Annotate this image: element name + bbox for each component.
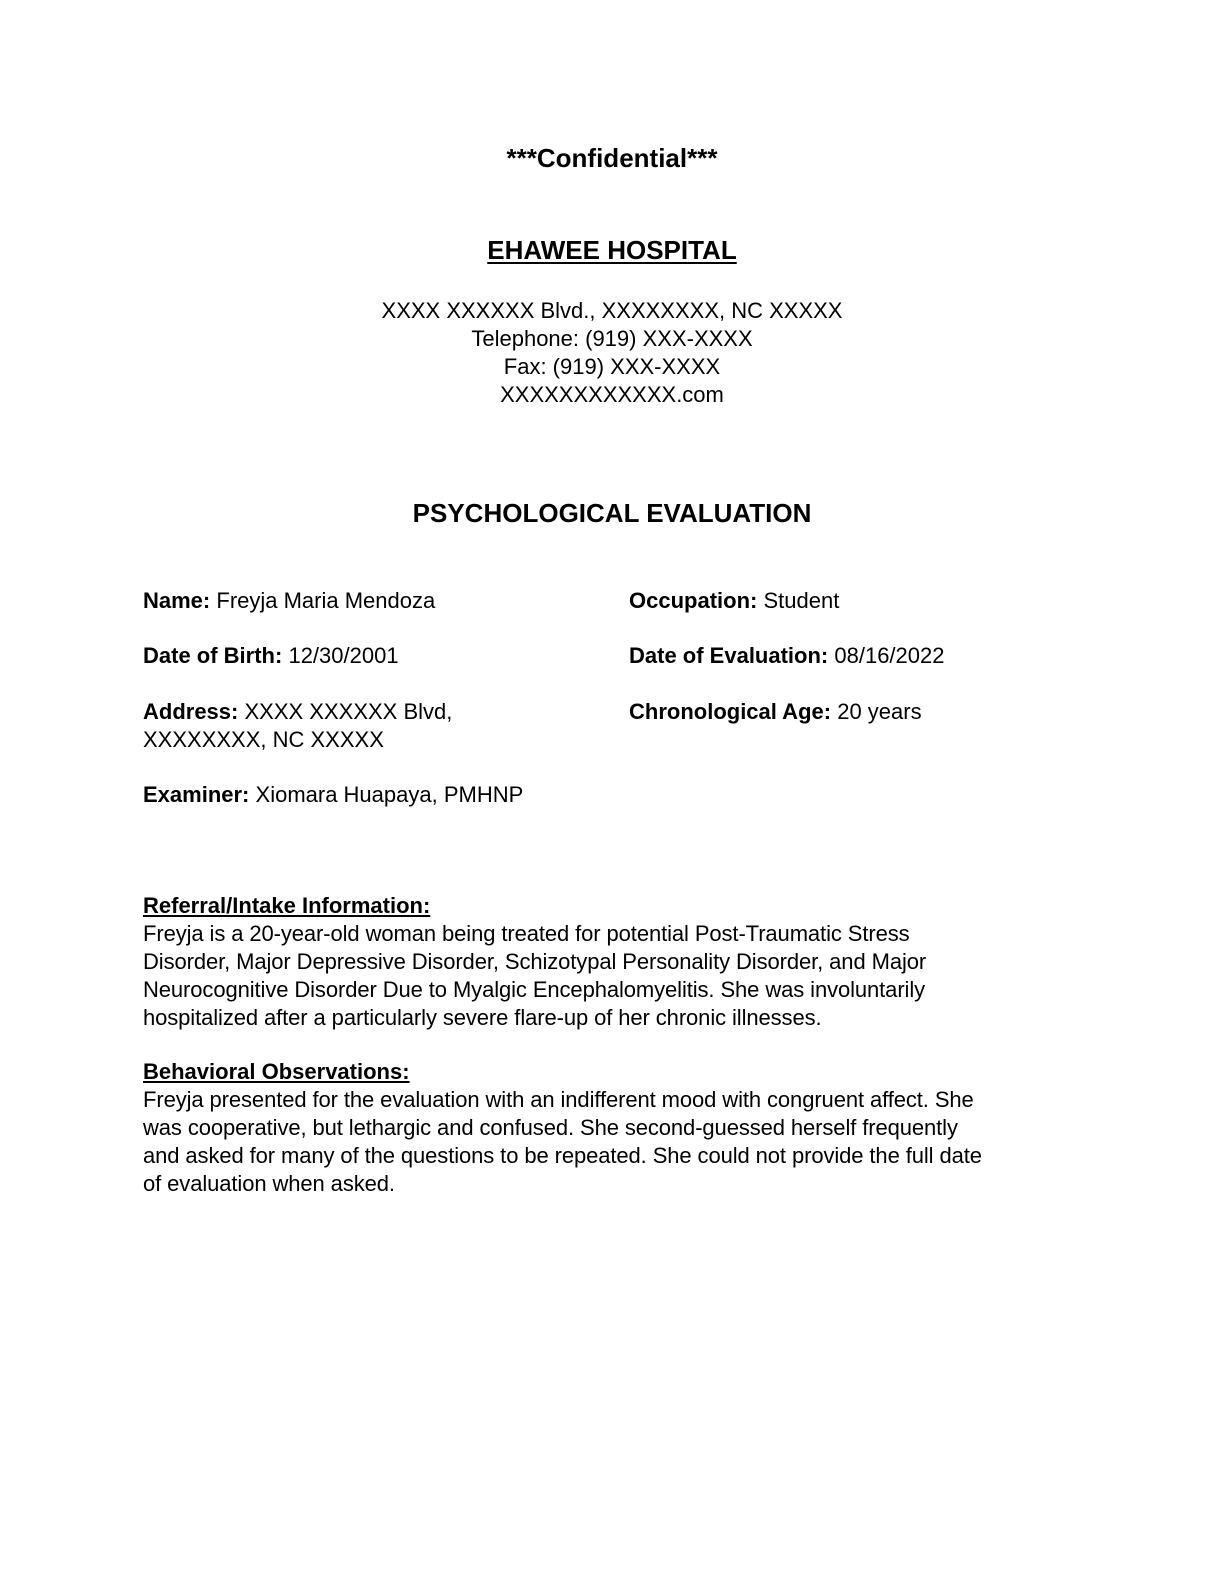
chronological-age-value: 20 years [837, 699, 922, 724]
referral-heading: Referral/Intake Information: [143, 893, 431, 918]
hospital-name: EHAWEE HOSPITAL [487, 235, 737, 265]
hospital-website: XXXXXXXXXXXX.com [500, 382, 724, 407]
date-of-evaluation-value: 08/16/2022 [834, 643, 945, 668]
behavioral-heading: Behavioral Observations: [143, 1059, 410, 1084]
referral-line: hospitalized after a particularly severe flare-up of her chronic illnesses. [143, 1005, 822, 1030]
date-of-birth-value: 12/30/2001 [288, 643, 399, 668]
patient-name-field [143, 587, 435, 615]
referral-line: Disorder, Major Depressive Disorder, Schizotypal Personality Disorder, and Major [143, 949, 927, 974]
chronological-age-label: Chronological Age: [629, 699, 832, 724]
occupation-label: Occupation: [629, 588, 758, 613]
occupation-field [629, 587, 839, 615]
patient-address-line1: XXXX XXXXXX Blvd, [244, 699, 453, 724]
patient-address-line2: XXXXXXXX, NC XXXXX [143, 727, 384, 752]
behavioral-line: Freyja presented for the evaluation with an indifferent mood with congruent affect. She [143, 1087, 974, 1112]
date-of-evaluation-field [629, 642, 944, 670]
date-of-birth-field [143, 642, 399, 670]
hospital-contact-block [0, 297, 1224, 409]
referral-body [143, 920, 1083, 1032]
behavioral-section [143, 1058, 1083, 1198]
patient-name-value: Freyja Maria Mendoza [216, 588, 436, 613]
examiner-field [143, 781, 523, 809]
document-title: PSYCHOLOGICAL EVALUATION [412, 498, 812, 528]
patient-address-field [143, 698, 452, 754]
date-of-birth-label: Date of Birth: [143, 643, 283, 668]
behavioral-line: was cooperative, but lethargic and confused. She second-guessed herself frequently [143, 1115, 958, 1140]
patient-address-label: Address: [143, 699, 239, 724]
patient-name-label: Name: [143, 588, 211, 613]
hospital-telephone: Telephone: (919) XXX-XXXX [471, 326, 753, 351]
behavioral-line: of evaluation when asked. [143, 1171, 395, 1196]
occupation-value: Student [763, 588, 840, 613]
referral-line: Neurocognitive Disorder Due to Myalgic Encephalomyelitis. She was involuntarily [143, 977, 926, 1002]
behavioral-line: and asked for many of the questions to be repeated. She could not provide the full date [143, 1143, 982, 1168]
confidential-banner: ***Confidential*** [506, 143, 718, 173]
examiner-label: Examiner: [143, 782, 250, 807]
examiner-value: Xiomara Huapaya, PMHNP [255, 782, 524, 807]
date-of-evaluation-label: Date of Evaluation: [629, 643, 829, 668]
hospital-fax: Fax: (919) XXX-XXXX [503, 354, 721, 379]
chronological-age-field [629, 698, 922, 726]
hospital-address: XXXX XXXXXX Blvd., XXXXXXXX, NC XXXXX [381, 298, 843, 323]
referral-section [143, 892, 1083, 1032]
referral-line: Freyja is a 20-year-old woman being treated for potential Post-Traumatic Stress [143, 921, 910, 946]
behavioral-body [143, 1086, 1083, 1198]
